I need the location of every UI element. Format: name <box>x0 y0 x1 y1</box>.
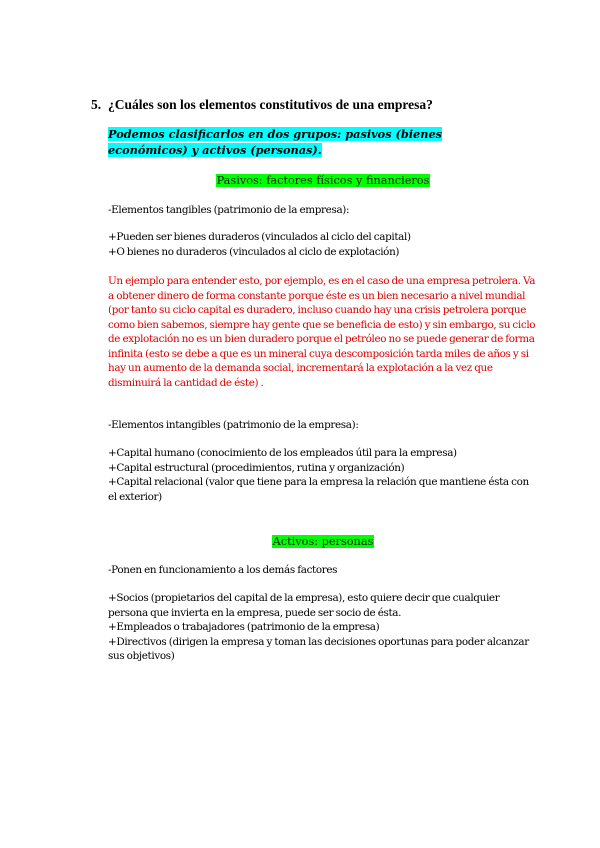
list-item: +Capital estructural (procedimientos, rutina y organización) <box>108 461 405 474</box>
intangibles-list <box>108 446 538 504</box>
list-item: +Capital humano (conocimiento de los empleados útil para la empresa) <box>108 447 457 459</box>
example-paragraph: Un ejemplo para entender esto, por ejemplo, es en el caso de una empresa petrolera. Va a obtener dinero de forma constante porque éste es un bien necesario a nivel mundial (por tanto su ciclo capital es duradero, incluso cuando hay una crisis petrolera porque como bien sabemos, siempre hay gente que se beneficia de esto) y sin embargo, su ciclo de explotación no es un bien duradero porque el petróleo no se puede generar de forma infinita (esto se debe a que es un mineral cuya descomposición tarda miles de años y si hay un aumento de la demanda social, incrementará la explotación a la vez que disminuirá la cantidad de éste) . <box>108 275 536 389</box>
activos-intro: -Ponen en funcionamiento a los demás factores <box>108 564 338 576</box>
intro-highlight: Podemos clasificarlos en dos grupos: pasivos (bienes económicos) y activos (personas). <box>108 127 442 157</box>
activos-list <box>108 591 538 664</box>
list-item: +Directivos (dirigen la empresa y toman las decisiones oportunas para poder alcanzar sus objetivos) <box>108 635 529 662</box>
list-item: +O bienes no duraderos (vinculados al ciclo de explotación) <box>108 245 400 258</box>
tangibles-label: -Elementos tangibles (patrimonio de la empresa): <box>108 204 350 216</box>
list-item: +Pueden ser bienes duraderos (vinculados al ciclo del capital) <box>108 231 411 243</box>
list-item: +Empleados o trabajadores (patrimonio de la empresa) <box>108 621 380 633</box>
question-number: 5. <box>91 97 102 112</box>
tangibles-list <box>108 230 538 259</box>
pasivos-heading <box>108 173 538 188</box>
activos-heading <box>108 534 538 549</box>
activos-heading-text: Activos: personas <box>272 535 374 548</box>
question-heading <box>91 97 433 113</box>
intro-paragraph <box>108 127 503 158</box>
list-item: +Capital relacional (valor que tiene para la empresa la relación que mantiene ésta con el exterior) <box>108 476 529 503</box>
question-text: ¿Cuáles son los elementos constitutivos de una empresa? <box>108 97 433 112</box>
intangibles-label: -Elementos intangibles (patrimonio de la empresa): <box>108 419 359 431</box>
list-item: +Socios (propietarios del capital de la empresa), esto quiere decir que cualquier persona que invierta en la empresa, puede ser socio de ésta. <box>108 592 500 619</box>
pasivos-heading-text: Pasivos: factores físicos y financieros <box>216 174 430 187</box>
